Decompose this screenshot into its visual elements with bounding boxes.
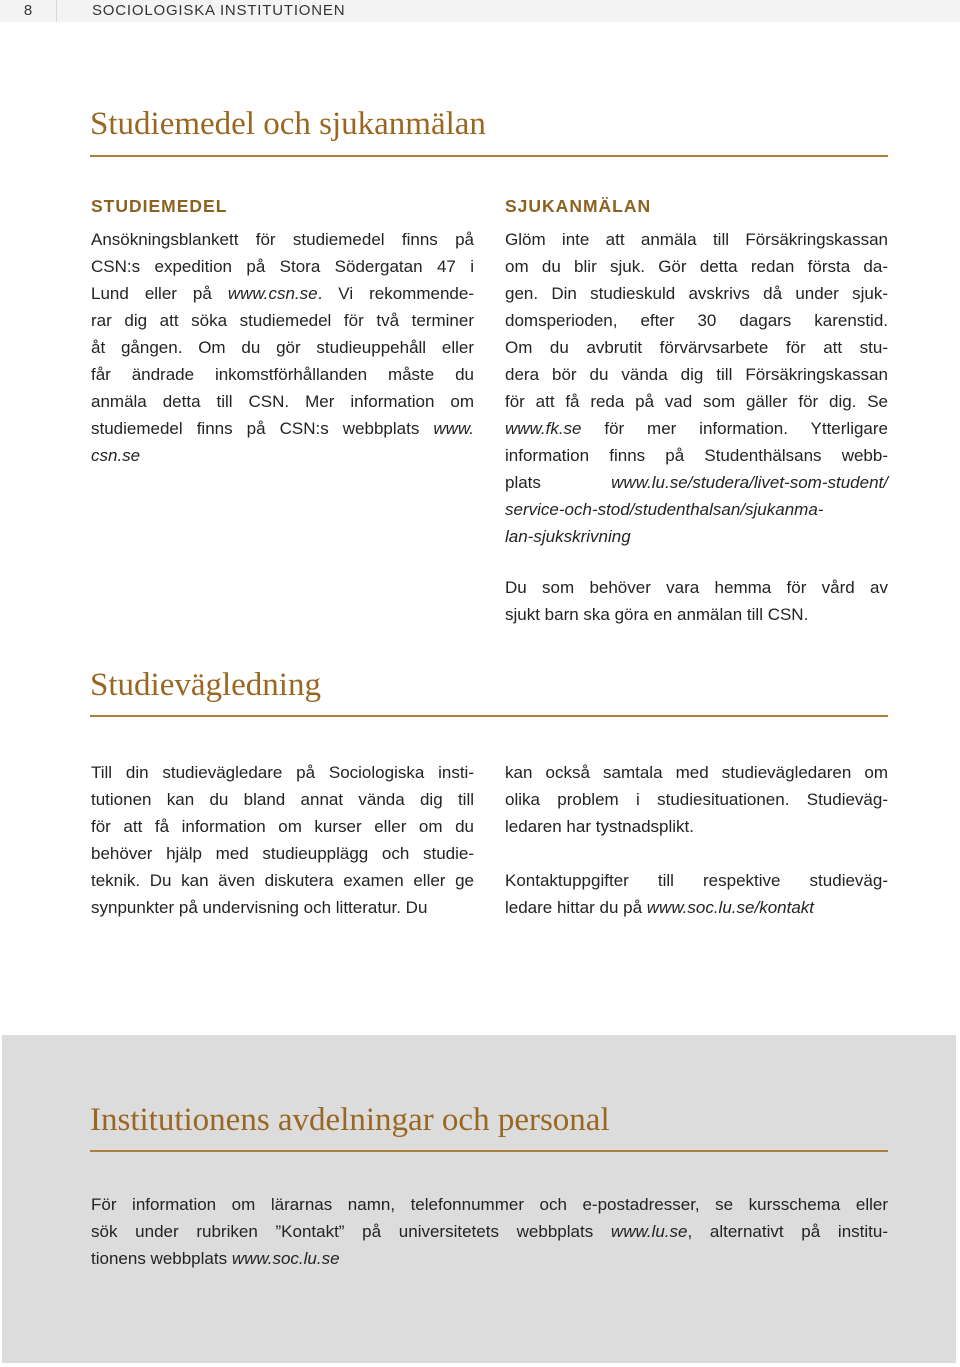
kontaktuppgifter-paragraph	[505, 867, 888, 921]
title-rule	[90, 155, 888, 157]
page-number: 8	[0, 0, 57, 22]
text-line: sjukt barn ska göra en anmälan till CSN.	[505, 605, 809, 624]
title-rule	[90, 1150, 888, 1152]
text-line: sök under rubriken ”Kontakt” på universitetets webbplats www.lu.se, alternativt på institu-	[91, 1222, 888, 1241]
sjukt-barn-paragraph	[505, 574, 888, 628]
sjukanmalan-paragraph	[505, 226, 888, 550]
text-line: teknik. Du kan även diskutera examen eller ge	[91, 871, 474, 890]
text-line	[505, 496, 888, 523]
link-text: csn.se	[91, 446, 141, 465]
text-line: tutionen kan du bland annat vända dig till	[91, 790, 474, 809]
text-line	[91, 442, 474, 469]
link-text: www.	[433, 419, 474, 438]
text-line: domsperioden, efter 30 dagars karenstid.	[505, 311, 888, 330]
text-line: för att få reda på vad som gäller för dig. Se	[505, 392, 888, 411]
text-line: synpunkter på undervisning och litteratur. Du	[91, 898, 428, 917]
text-line: Glöm inte att anmäla till Försäkringskassan	[505, 230, 888, 249]
link-text: www.soc.lu.se/kontakt	[646, 898, 815, 917]
text-line: För information om lärarnas namn, telefonnummer och e-postadresser, se kursschema eller	[91, 1195, 888, 1214]
text-line: www.fk.se för mer information. Ytterligare	[505, 419, 888, 438]
heading-sjukanmalan: SJUKANMÄLAN	[505, 196, 652, 216]
running-head: SOCIOLOGISKA INSTITUTIONEN	[92, 2, 346, 19]
text-line: tionens webbplats www.soc.lu.se	[91, 1249, 340, 1268]
link-text: www.fk.se	[505, 419, 582, 438]
link-text: www.csn.se	[227, 284, 318, 303]
text-line: information finns på Studenthälsans webb-	[505, 446, 888, 465]
text-line: Lund eller på www.csn.se. Vi rekommende-	[91, 284, 474, 303]
studievagledning-paragraph-cont	[505, 759, 888, 840]
text-line: åt gången. Om du gör studieuppehåll eller	[91, 338, 474, 357]
text-line: olika problem i studiesituationen. Studieväg-	[505, 790, 888, 809]
avdelningar-paragraph	[91, 1191, 888, 1272]
text-line: om du blir sjuk. Gör detta redan första da-	[505, 257, 888, 276]
text-line: Om du avbrutit förvärvsarbete för att stu-	[505, 338, 888, 357]
text-line: plats www.lu.se/studera/livet-som-student/	[505, 473, 888, 492]
text-line: får ändrade inkomstförhållanden måste du	[91, 365, 474, 384]
text-line: studiemedel finns på CSN:s webbplats www.	[91, 419, 474, 438]
link-text: www.lu.se	[610, 1222, 688, 1241]
title-rule	[90, 715, 888, 717]
studievagledning-paragraph	[91, 759, 474, 921]
link-text: lan-sjukskrivning	[505, 527, 631, 546]
section-title-avdelningar: Institutionens avdelningar och personal	[90, 1102, 610, 1138]
text-line: CSN:s expedition på Stora Södergatan 47 i	[91, 257, 474, 276]
text-line: Till din studievägledare på Sociologiska insti-	[91, 763, 474, 782]
text-line: gen. Din studieskuld avskrivs då under sjuk-	[505, 284, 888, 303]
link-text: service-och-stod/studenthalsan/sjukanma-	[505, 500, 824, 519]
text-line: för att få information om kurser eller om du	[91, 817, 474, 836]
text-line	[505, 523, 888, 550]
link-text: www.lu.se/studera/livet-som-student/	[611, 473, 888, 492]
text-line: ledare hittar du på www.soc.lu.se/kontakt	[505, 898, 815, 917]
text-line: kan också samtala med studievägledaren om	[505, 763, 888, 782]
text-line: behöver hjälp med studieupplägg och studie-	[91, 844, 474, 863]
section-title-studievagledning: Studievägledning	[90, 667, 321, 703]
section-title-studiemedel: Studiemedel och sjukanmälan	[90, 106, 486, 142]
text-line: Ansökningsblankett för studiemedel finns på	[91, 230, 474, 249]
text-line: anmäla detta till CSN. Mer information om	[91, 392, 474, 411]
text-line: rar dig att söka studiemedel för två terminer	[91, 311, 474, 330]
text-line: ledaren har tystnadsplikt.	[505, 817, 694, 836]
text-line: Du som behöver vara hemma för vård av	[505, 578, 888, 597]
text-line: Kontaktuppgifter till respektive studieväg-	[505, 871, 888, 890]
text-line: dera bör du vända dig till Försäkringskassan	[505, 365, 888, 384]
studiemedel-paragraph	[91, 226, 474, 469]
link-text: www.soc.lu.se	[231, 1249, 340, 1268]
heading-studiemedel: STUDIEMEDEL	[91, 196, 228, 216]
